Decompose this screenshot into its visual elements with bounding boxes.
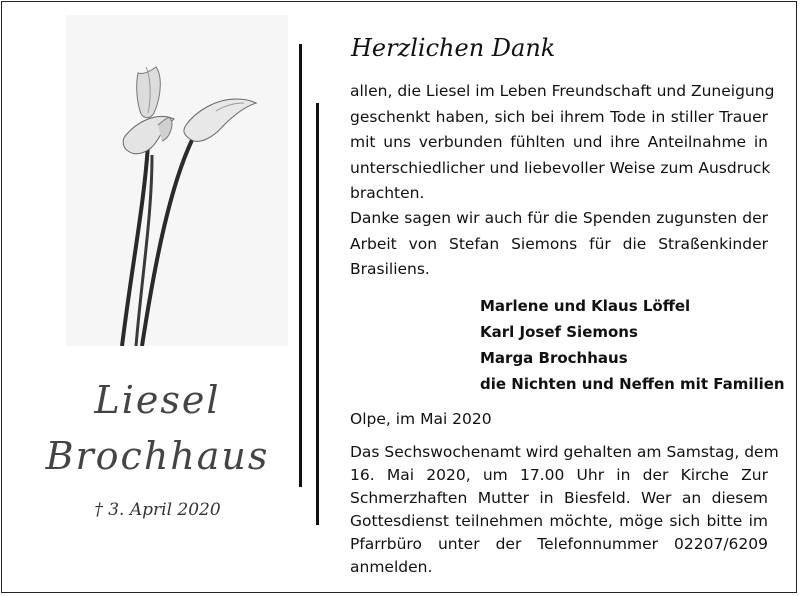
text-line: brachten. [350,184,425,202]
deceased-first-name: Liesel [94,378,221,422]
donation-paragraph [350,206,768,283]
text-line: Arbeit von Stefan Siemons für die Straßenkinder [350,234,768,253]
mass-paragraph [350,441,779,579]
signer-name: Marga Brochhaus [480,349,628,367]
text-line: Danke sagen wir auch für die Spenden zugunsten der [350,209,768,227]
text-line: geschenkt haben, sich bei ihrem Tode in stiller Trauer [350,107,768,126]
text-line: mit uns verbunden fühlten und ihre Anteilnahme in [350,133,768,151]
text-line: Brasiliens. [350,260,430,278]
text-line: allen, die Liesel im Leben Freundschaft und Zuneigung [350,82,775,100]
text-line: Gottesdienst teilnehmen möchte, möge sich bitte im [350,512,768,530]
text-line: Das Sechswochenamt wird gehalten am Samstag, dem [350,443,779,461]
place-date: Olpe, im Mai 2020 [350,410,492,428]
text-line: unterschiedlicher und liebevoller Weise zum Ausdruck [350,158,771,177]
signer-name: Karl Josef Siemons [480,323,638,341]
calla-lily-image [66,15,288,346]
text-line: Schmerzhaften Mutter in Biesfeld. Wer an diesem [350,489,768,507]
thanks-paragraph [350,79,775,207]
signer-name: Marlene und Klaus Löffel [480,297,691,315]
signer-name: die Nichten und Neffen mit Familien [480,375,785,393]
signers-list [480,293,785,397]
thanks-heading: Herzlichen Dank [351,34,556,62]
divider-line [316,103,319,525]
divider-line [299,44,302,487]
text-line: 16. Mai 2020, um 17.00 Uhr in der Kirche Zur [350,466,768,484]
death-date: † 3. April 2020 [94,500,221,520]
deceased-last-name: Brochhaus [45,434,270,478]
text-line: anmelden. [350,558,433,576]
text-line: Pfarrbüro unter der Telefonnummer 02207/6209 [350,535,768,553]
